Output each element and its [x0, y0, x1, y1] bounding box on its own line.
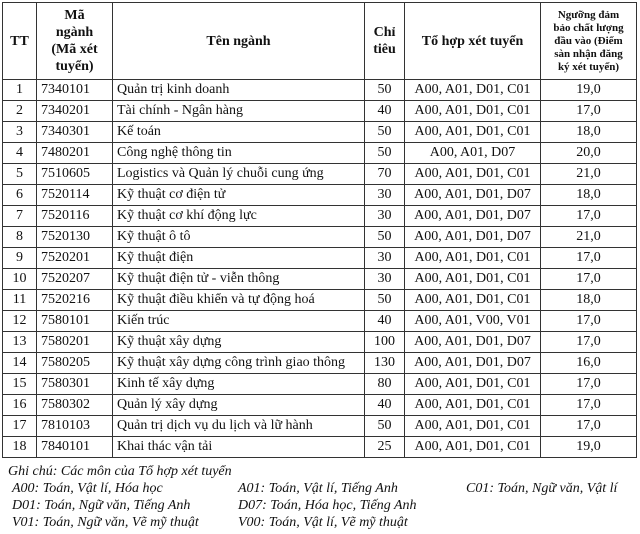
cell-tt: 16 [3, 395, 37, 416]
table-row [3, 143, 637, 164]
cell-code: 7340301 [37, 122, 113, 143]
cell-tt: 3 [3, 122, 37, 143]
table-row [3, 269, 637, 290]
header-quota [365, 3, 405, 80]
cell-major-name: Kỹ thuật điện tử - viễn thông [113, 269, 365, 290]
cell-tt: 18 [3, 437, 37, 458]
cell-quota: 50 [365, 80, 405, 101]
cell-quota: 30 [365, 185, 405, 206]
cell-combo: A00, A01, D01, C01 [405, 416, 541, 437]
cell-threshold-score: 17,0 [541, 269, 637, 290]
combo-v01: V01: Toán, Ngữ văn, Vẽ mỹ thuật [12, 515, 199, 530]
header-code-line: ngành [55, 25, 94, 40]
cell-tt: 14 [3, 353, 37, 374]
table-row [3, 416, 637, 437]
cell-threshold-score: 16,0 [541, 353, 637, 374]
header-threshold-line: ký xét tuyển) [557, 60, 620, 73]
table-row [3, 290, 637, 311]
cell-quota: 130 [365, 353, 405, 374]
header-code-line: tuyển) [55, 59, 94, 74]
header-code [37, 3, 113, 80]
cell-code: 7520201 [37, 248, 113, 269]
cell-major-name: Kinh tế xây dựng [113, 374, 365, 395]
cell-code: 7840101 [37, 437, 113, 458]
cell-quota: 40 [365, 101, 405, 122]
cell-tt: 17 [3, 416, 37, 437]
cell-quota: 80 [365, 374, 405, 395]
header-threshold [541, 3, 637, 80]
cell-major-name: Kiến trúc [113, 311, 365, 332]
cell-quota: 50 [365, 143, 405, 164]
table-row [3, 206, 637, 227]
cell-combo: A00, A01, D01, C01 [405, 80, 541, 101]
header-name: Tên ngành [113, 3, 365, 80]
cell-tt: 6 [3, 185, 37, 206]
combo-a01: A01: Toán, Vật lí, Tiếng Anh [238, 481, 398, 496]
cell-tt: 1 [3, 80, 37, 101]
cell-combo: A00, A01, D01, C01 [405, 101, 541, 122]
notes-row [8, 497, 636, 514]
cell-threshold-score: 19,0 [541, 80, 637, 101]
cell-threshold-score: 17,0 [541, 395, 637, 416]
cell-threshold-score: 17,0 [541, 311, 637, 332]
cell-code: 7580205 [37, 353, 113, 374]
table-header [3, 3, 637, 80]
cell-major-name: Kỹ thuật điện [113, 248, 365, 269]
cell-threshold-score: 17,0 [541, 248, 637, 269]
cell-combo: A00, A01, D01, C01 [405, 374, 541, 395]
cell-quota: 40 [365, 395, 405, 416]
cell-threshold-score: 17,0 [541, 416, 637, 437]
cell-quota: 30 [365, 248, 405, 269]
cell-code: 7510605 [37, 164, 113, 185]
table-row [3, 101, 637, 122]
cell-threshold-score: 17,0 [541, 206, 637, 227]
cell-combo: A00, A01, D01, C01 [405, 164, 541, 185]
cell-quota: 50 [365, 122, 405, 143]
cell-quota: 100 [365, 332, 405, 353]
cell-combo: A00, A01, V00, V01 [405, 311, 541, 332]
cell-code: 7580201 [37, 332, 113, 353]
cell-tt: 5 [3, 164, 37, 185]
cell-combo: A00, A01, D01, C01 [405, 437, 541, 458]
cell-major-name: Quản trị kinh doanh [113, 80, 365, 101]
cell-major-name: Kế toán [113, 122, 365, 143]
cell-code: 7340201 [37, 101, 113, 122]
cell-combo: A00, A01, D07 [405, 143, 541, 164]
cell-tt: 9 [3, 248, 37, 269]
header-threshold-line: sàn nhận đăng [554, 47, 623, 60]
table-row [3, 311, 637, 332]
header-code-line: (Mã xét [51, 42, 98, 57]
cell-quota: 25 [365, 437, 405, 458]
cell-tt: 15 [3, 374, 37, 395]
table-row [3, 332, 637, 353]
cell-quota: 50 [365, 416, 405, 437]
cell-code: 7520116 [37, 206, 113, 227]
cell-combo: A00, A01, D01, C01 [405, 248, 541, 269]
cell-code: 7340101 [37, 80, 113, 101]
cell-major-name: Tài chính - Ngân hàng [113, 101, 365, 122]
table-row [3, 374, 637, 395]
table-row [3, 164, 637, 185]
cell-major-name: Kỹ thuật xây dựng công trình giao thông [113, 353, 365, 374]
cell-major-name: Logistics và Quản lý chuỗi cung ứng [113, 164, 365, 185]
cell-major-name: Kỹ thuật điều khiển và tự động hoá [113, 290, 365, 311]
cell-tt: 11 [3, 290, 37, 311]
combo-v00: V00: Toán, Vật lí, Vẽ mỹ thuật [238, 515, 408, 530]
notes-row [8, 480, 636, 497]
header-quota-line: Chỉ [373, 25, 396, 40]
cell-major-name: Kỹ thuật cơ điện tử [113, 185, 365, 206]
header-combo: Tổ hợp xét tuyển [405, 3, 541, 80]
cell-code: 7520216 [37, 290, 113, 311]
cell-tt: 7 [3, 206, 37, 227]
cell-combo: A00, A01, D01, D07 [405, 353, 541, 374]
notes-title: Ghi chú: Các môn của Tổ hợp xét tuyển [8, 464, 232, 479]
cell-tt: 12 [3, 311, 37, 332]
table-row [3, 353, 637, 374]
cell-threshold-score: 18,0 [541, 122, 637, 143]
cell-tt: 4 [3, 143, 37, 164]
combo-d01: D01: Toán, Ngữ văn, Tiếng Anh [12, 498, 191, 513]
cell-combo: A00, A01, D01, C01 [405, 122, 541, 143]
header-code-line: Mã [64, 8, 85, 23]
cell-quota: 30 [365, 269, 405, 290]
cell-threshold-score: 20,0 [541, 143, 637, 164]
table-row [3, 185, 637, 206]
cell-combo: A00, A01, D01, C01 [405, 269, 541, 290]
combo-c01: C01: Toán, Ngữ văn, Vật lí [466, 481, 618, 496]
cell-combo: A00, A01, D01, D07 [405, 206, 541, 227]
cell-quota: 50 [365, 290, 405, 311]
table-row [3, 395, 637, 416]
cell-major-name: Khai thác vận tải [113, 437, 365, 458]
table-body [3, 80, 637, 458]
cell-tt: 2 [3, 101, 37, 122]
cell-quota: 30 [365, 206, 405, 227]
notes-row [8, 514, 636, 531]
cell-threshold-score: 19,0 [541, 437, 637, 458]
cell-code: 7580301 [37, 374, 113, 395]
table-row [3, 227, 637, 248]
cell-code: 7480201 [37, 143, 113, 164]
combo-a00: A00: Toán, Vật lí, Hóa học [12, 481, 163, 496]
cell-major-name: Kỹ thuật ô tô [113, 227, 365, 248]
cell-threshold-score: 17,0 [541, 332, 637, 353]
cell-threshold-score: 18,0 [541, 290, 637, 311]
header-threshold-line: Ngưỡng đảm [557, 8, 620, 21]
cell-major-name: Công nghệ thông tin [113, 143, 365, 164]
cell-tt: 8 [3, 227, 37, 248]
cell-quota: 40 [365, 311, 405, 332]
cell-threshold-score: 17,0 [541, 101, 637, 122]
cell-combo: A00, A01, D01, D07 [405, 332, 541, 353]
cell-tt: 10 [3, 269, 37, 290]
cell-quota: 70 [365, 164, 405, 185]
header-threshold-line: bảo chất lượng [553, 21, 624, 34]
cell-code: 7580302 [37, 395, 113, 416]
cell-quota: 50 [365, 227, 405, 248]
table-row [3, 437, 637, 458]
header-threshold-line: đầu vào (Điểm [554, 34, 623, 47]
cell-code: 7520130 [37, 227, 113, 248]
cell-major-name: Quản lý xây dựng [113, 395, 365, 416]
cell-combo: A00, A01, D01, C01 [405, 395, 541, 416]
cell-combo: A00, A01, D01, D07 [405, 227, 541, 248]
cell-combo: A00, A01, D01, D07 [405, 185, 541, 206]
table-row [3, 122, 637, 143]
cell-combo: A00, A01, D01, C01 [405, 290, 541, 311]
cell-code: 7520114 [37, 185, 113, 206]
cell-code: 7810103 [37, 416, 113, 437]
table-row [3, 248, 637, 269]
cell-tt: 13 [3, 332, 37, 353]
table-row [3, 80, 637, 101]
cell-major-name: Kỹ thuật xây dựng [113, 332, 365, 353]
cell-threshold-score: 21,0 [541, 227, 637, 248]
combo-d07: D07: Toán, Hóa học, Tiếng Anh [238, 498, 417, 513]
header-quota-line: tiêu [373, 42, 396, 57]
cell-threshold-score: 21,0 [541, 164, 637, 185]
cell-code: 7520207 [37, 269, 113, 290]
cell-major-name: Kỹ thuật cơ khí động lực [113, 206, 365, 227]
cell-threshold-score: 18,0 [541, 185, 637, 206]
cell-major-name: Quản trị dịch vụ du lịch và lữ hành [113, 416, 365, 437]
cell-code: 7580101 [37, 311, 113, 332]
admission-table [2, 2, 637, 458]
cell-threshold-score: 17,0 [541, 374, 637, 395]
header-tt: TT [3, 3, 37, 80]
notes-section [8, 463, 636, 531]
